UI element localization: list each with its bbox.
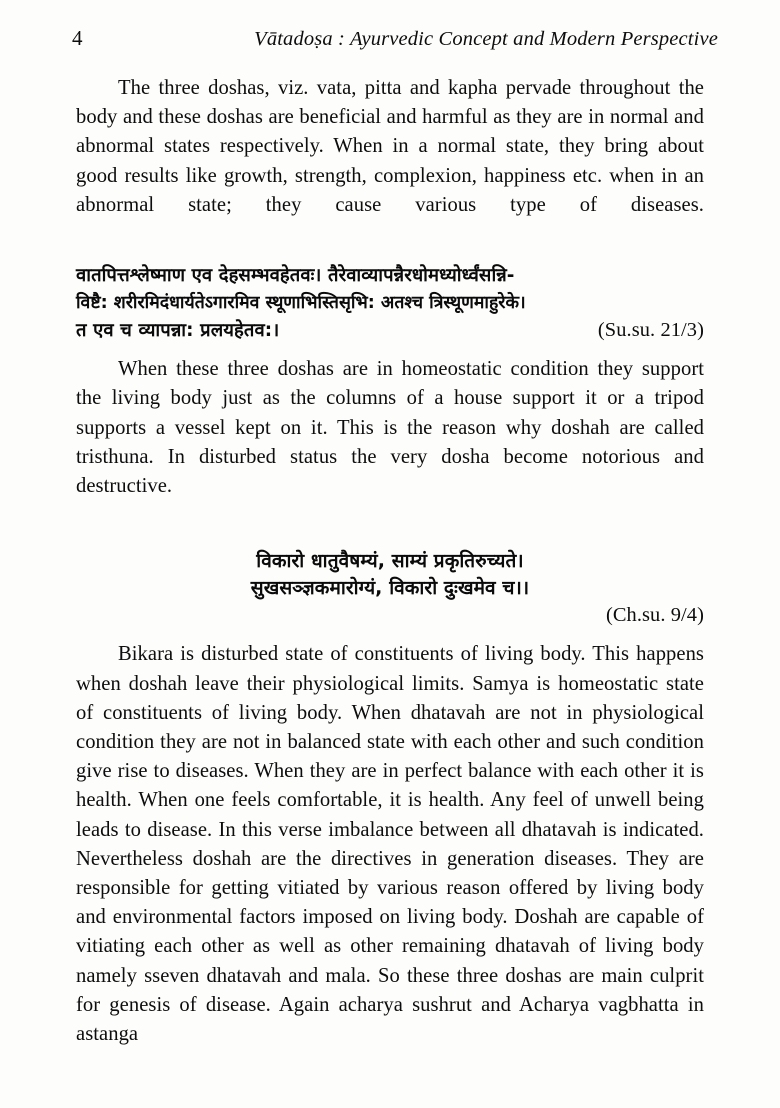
running-title: Vātadoṣa : Ayurvedic Concept and Modern Perspective xyxy=(254,28,718,50)
verse1-citation: (Su.su. 21/3) xyxy=(597,319,704,342)
spacer xyxy=(76,345,704,355)
sanskrit-verse-1 xyxy=(76,263,704,345)
paragraph-1: The three doshas, viz. vata, pitta and kapha pervade throughout the body and these doshas are beneficial and harmful as they are in normal and abnormal states respectively. When in a normal state, they bring about good results like growth, strength, complexion, happiness etc. when in an abnormal state; they cause various type of diseases. xyxy=(76,77,704,216)
text-column xyxy=(76,74,704,1078)
verse1-line-2: विष्टै: शरीरमिदंधार्यतेऽगारमिव स्थूणाभिस्तिसृभि: अतश्च त्रिस्थूणमाहुरेके। xyxy=(76,292,526,313)
paragraph-2: When these three doshas are in homeostatic condition they support the living body just as the columns of a house support it or a tripod supports a vessel kept on it. This is the reason why doshah are called tristhuna. In disturbed status the very dosha become notorious and destructive. xyxy=(76,358,704,498)
verse2-line-2: सुखसञ्ज्ञकमारोग्यं, विकारो दुःखमेव च।। xyxy=(250,576,530,599)
verse2-line-1: विकारो धातुवैषम्यं, साम्यं प्रकृतिरुच्यते। xyxy=(256,550,524,573)
verse1-line-3: त एव च व्यापन्ना: प्रलयहेतव:। xyxy=(76,320,280,342)
page-number: 4 xyxy=(72,26,83,50)
spacer xyxy=(76,630,704,640)
verse2-citation: (Ch.su. 9/4) xyxy=(605,604,704,627)
spacer xyxy=(76,249,704,263)
running-head xyxy=(72,28,718,58)
verse1-line-1: वातपित्तश्लेष्माण एव देहसम्भवहेतवः। तैरेवाव्यापन्नैरधोमध्योर्ध्वंसन्नि- xyxy=(76,265,515,287)
sanskrit-verse-2 xyxy=(76,548,704,630)
paragraph-3: Bikara is disturbed state of constituents of living body. This happens when doshah leave their physiological limits. Samya is homeostatic state of constituents of living body. When dhatavah are not in physiological condition they are not in balanced state with each other and such condition give rise to diseases. When they are in perfect balance with each other it is health. When one feels comfortable, it is health. Any feel of unwell being leads to disease. In this verse imbalance between all dhatavah is indicated. Nevertheless doshah are the directives in generation diseases. They are responsible for getting vitiated by various reason offered by living body and environmental factors imposed on living body. Doshah are capable of vitiating each other as well as other remaining dhatavah of living body namely sseven dhatavah and mala. So these three doshas are main culprit for genesis of disease. Again acharya sushrut and Acharya vagbhatta in astanga xyxy=(76,643,704,1046)
spacer xyxy=(76,530,704,548)
verse1-line-3-row xyxy=(76,316,704,345)
